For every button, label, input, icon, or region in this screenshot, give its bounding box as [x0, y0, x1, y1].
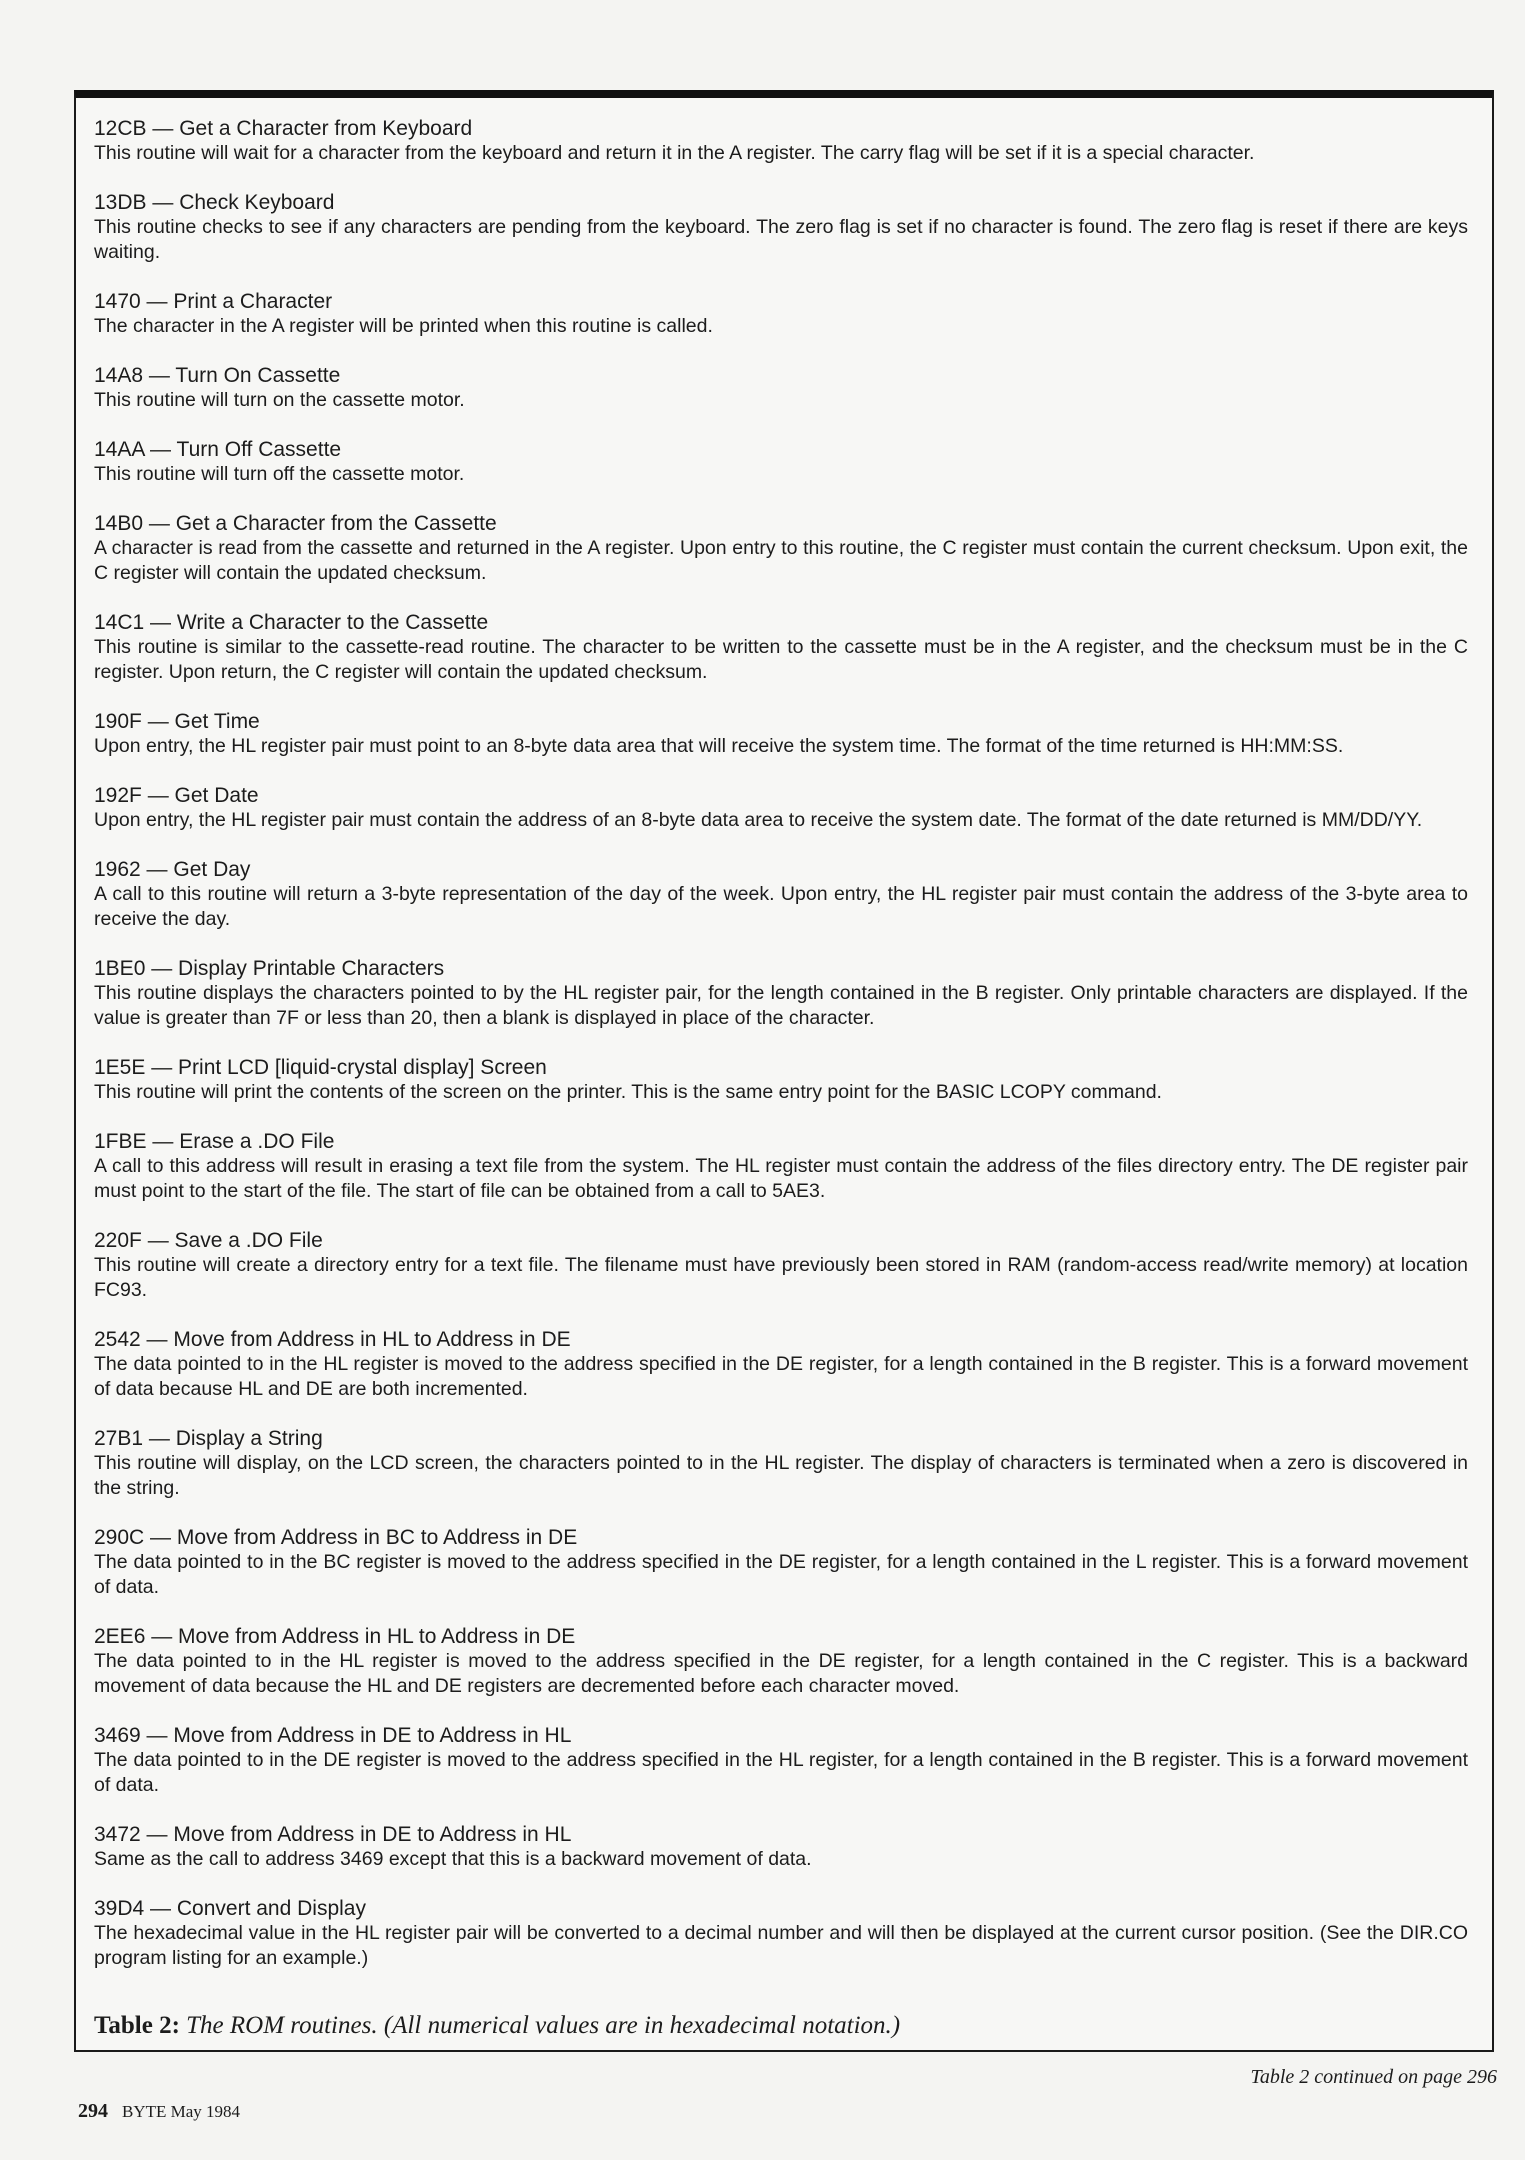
routine-address: 39D4 — [94, 1897, 145, 1920]
entry-heading — [94, 1723, 1468, 1748]
page-footer — [78, 2100, 240, 2123]
routine-description: A call to this address will result in erasing a text file from the system. The HL register must contain the address of the files directory entry. The DE register pair must point to the start of the file. The start of file can be obtained from a call to 5AE3. — [94, 1155, 1468, 1202]
routine-description: This routine displays the characters pointed to by the HL register pair, for the length contained in the B register. Only printable characters are displayed. If the value is greater than 7F or less than 20, then a blank is displayed in place of the character. — [94, 982, 1468, 1029]
routine-title: Turn Off Cassette — [176, 438, 342, 461]
routine-title: Save a .DO File — [174, 1229, 323, 1252]
list-item — [94, 783, 1468, 833]
routine-title: Move from Address in DE to Address in HL — [173, 1724, 572, 1747]
separator: — — [144, 438, 177, 461]
entry-heading — [94, 1228, 1468, 1253]
routine-title: Move from Address in HL to Address in DE — [173, 1328, 571, 1351]
entry-heading — [94, 1426, 1468, 1451]
table-2-frame — [74, 90, 1494, 2052]
routine-address: 2EE6 — [94, 1625, 146, 1648]
routine-description: This routine will print the contents of the screen on the printer. This is the same entry point for the BASIC LCOPY command. — [94, 1081, 1162, 1103]
routine-title: Move from Address in HL to Address in DE — [178, 1625, 576, 1648]
routine-address: 2542 — [94, 1328, 141, 1351]
routine-description: The data pointed to in the BC register is moved to the address specified in the DE register, for a length contained in the L register. This is a forward movement of data. — [94, 1551, 1468, 1598]
routine-title: Move from Address in DE to Address in HL — [173, 1823, 572, 1846]
routine-address: 14B0 — [94, 512, 144, 535]
routine-address: 192F — [94, 784, 142, 807]
routine-description: Upon entry, the HL register pair must point to an 8-byte data area that will receive the system time. The format of the time returned is HH:MM:SS. — [94, 735, 1344, 757]
routine-title: Print LCD [liquid-crystal display] Screen — [178, 1056, 547, 1079]
entry-heading — [94, 610, 1468, 635]
routine-title: Erase a .DO File — [179, 1130, 335, 1153]
routine-description: A character is read from the cassette and returned in the A register. Upon entry to this routine, the C register must contain the current checksum. Upon exit, the C register will contain the updated checksum. — [94, 537, 1468, 584]
entry-heading — [94, 1327, 1468, 1352]
entry-heading — [94, 1525, 1468, 1550]
list-item — [94, 1129, 1468, 1204]
entry-heading — [94, 1055, 1468, 1080]
routine-title: Get Day — [173, 858, 251, 881]
routine-title: Write a Character to the Cassette — [176, 611, 489, 634]
routine-description: The data pointed to in the DE register is moved to the address specified in the HL register, for a length contained in the B register. This is a forward movement of data. — [94, 1749, 1468, 1796]
routine-address: 290C — [94, 1526, 145, 1549]
routine-description: The data pointed to in the HL register is moved to the address specified in the DE register, for a length contained in the B register. This is a forward movement of data because HL and DE are both incremented. — [94, 1353, 1468, 1400]
routine-description: This routine will turn on the cassette motor. — [94, 389, 465, 411]
routine-description: A call to this routine will return a 3-byte representation of the day of the week. Upon entry, the HL register pair must contain the address of the 3-byte area to receive the day. — [94, 883, 1468, 930]
list-item — [94, 1896, 1468, 1971]
separator: — — [140, 290, 174, 313]
separator: — — [141, 1229, 175, 1252]
separator: — — [140, 1823, 174, 1846]
separator: — — [144, 611, 177, 634]
routine-title: Get Time — [174, 710, 260, 733]
separator: — — [140, 1724, 174, 1747]
separator: — — [143, 1427, 176, 1450]
list-item — [94, 363, 1468, 413]
publication-info: BYTE May 1984 — [122, 2102, 241, 2121]
routine-description: Same as the call to address 3469 except that this is a backward movement of data. — [94, 1848, 812, 1870]
entry-heading — [94, 1624, 1468, 1649]
table-caption — [94, 2012, 900, 2040]
routine-address: 1962 — [94, 858, 141, 881]
routine-address: 1BE0 — [94, 957, 146, 980]
list-item — [94, 116, 1468, 166]
entry-heading — [94, 511, 1468, 536]
separator: — — [145, 957, 179, 980]
entry-heading — [94, 289, 1468, 314]
entry-heading — [94, 783, 1468, 808]
routine-title: Get Date — [174, 784, 259, 807]
routine-title: Get a Character from the Cassette — [175, 512, 497, 535]
routine-address: 220F — [94, 1229, 142, 1252]
routine-title: Display Printable Characters — [178, 957, 445, 980]
list-item — [94, 610, 1468, 685]
caption-text: The ROM routines. (All numerical values are in hexadecimal notation.) — [179, 2012, 901, 2039]
routine-description: This routine will display, on the LCD screen, the characters pointed to in the HL register. The display of characters is terminated when a zero is discovered in the string. — [94, 1452, 1468, 1499]
entry-heading — [94, 1896, 1468, 1921]
caption-label: Table 2: — [94, 2012, 180, 2039]
entry-heading — [94, 857, 1468, 882]
routine-description: The character in the A register will be printed when this routine is called. — [94, 315, 713, 337]
routine-address: 14C1 — [94, 611, 145, 634]
routine-address: 1FBE — [94, 1130, 147, 1153]
routine-address: 190F — [94, 710, 142, 733]
list-item — [94, 1624, 1468, 1699]
routine-title: Check Keyboard — [179, 191, 335, 214]
routine-description: This routine will turn off the cassette motor. — [94, 463, 465, 485]
list-item — [94, 857, 1468, 932]
list-item — [94, 190, 1468, 265]
list-item — [94, 1525, 1468, 1600]
separator: — — [144, 1897, 177, 1920]
entry-heading — [94, 956, 1468, 981]
list-item — [94, 289, 1468, 339]
list-item — [94, 709, 1468, 759]
routine-address: 1470 — [94, 290, 141, 313]
routine-address: 12CB — [94, 117, 147, 140]
routine-address: 3472 — [94, 1823, 141, 1846]
routine-description: The hexadecimal value in the HL register pair will be converted to a decimal number and will then be displayed at the current cursor position. (See the DIR.CO program listing for an example.) — [94, 1922, 1468, 1969]
list-item — [94, 511, 1468, 586]
list-item — [94, 437, 1468, 487]
list-item — [94, 1723, 1468, 1798]
routine-title: Move from Address in BC to Address in DE — [176, 1526, 578, 1549]
separator: — — [141, 784, 175, 807]
separator: — — [146, 117, 180, 140]
entry-heading — [94, 1822, 1468, 1847]
routine-address: 27B1 — [94, 1427, 144, 1450]
routine-title: Display a String — [175, 1427, 323, 1450]
list-item — [94, 1228, 1468, 1303]
routine-address: 14AA — [94, 438, 145, 461]
separator: — — [140, 1328, 174, 1351]
list-item — [94, 1822, 1468, 1872]
list-item — [94, 1055, 1468, 1105]
separator: — — [140, 858, 174, 881]
routine-description: Upon entry, the HL register pair must contain the address of an 8-byte data area to receive the system date. The format of the date returned is MM/DD/YY. — [94, 809, 1423, 831]
separator: — — [145, 1625, 179, 1648]
entry-heading — [94, 709, 1468, 734]
separator: — — [143, 364, 176, 387]
routine-description: This routine checks to see if any characters are pending from the keyboard. The zero flag is set if no character is found. The zero flag is reset if there are keys waiting. — [94, 216, 1468, 263]
routine-title: Print a Character — [173, 290, 333, 313]
routine-description: The data pointed to in the HL register is moved to the address specified in the DE register, for a length contained in the C register. This is a backward movement of data because the HL and DE registers are decremented before each character moved. — [94, 1650, 1468, 1697]
routine-address: 1E5E — [94, 1056, 146, 1079]
routine-title: Convert and Display — [176, 1897, 366, 1920]
separator: — — [141, 710, 175, 733]
routine-address: 3469 — [94, 1724, 141, 1747]
routine-description: This routine is similar to the cassette-read routine. The character to be written to the cassette must be in the A register, and the checksum must be in the C register. Upon return, the C register will contain the updated checksum. — [94, 636, 1468, 683]
separator: — — [146, 1130, 180, 1153]
list-item — [94, 956, 1468, 1031]
entry-heading — [94, 116, 1468, 141]
separator: — — [145, 1056, 179, 1079]
continued-note: Table 2 continued on page 296 — [1250, 2066, 1497, 2088]
entry-heading — [94, 190, 1468, 215]
entry-heading — [94, 363, 1468, 388]
routine-address: 14A8 — [94, 364, 144, 387]
separator: — — [144, 1526, 177, 1549]
rom-routine-list — [94, 116, 1468, 1995]
page-number: 294 — [78, 2100, 108, 2122]
separator: — — [146, 191, 180, 214]
separator: — — [143, 512, 176, 535]
entry-heading — [94, 1129, 1468, 1154]
routine-description: This routine will create a directory entry for a text file. The filename must have previously been stored in RAM (random-access read/write memory) at location FC93. — [94, 1254, 1468, 1301]
entry-heading — [94, 437, 1468, 462]
list-item — [94, 1327, 1468, 1402]
routine-title: Turn On Cassette — [175, 364, 341, 387]
routine-title: Get a Character from Keyboard — [179, 117, 473, 140]
routine-address: 13DB — [94, 191, 147, 214]
routine-description: This routine will wait for a character from the keyboard and return it in the A register. The carry flag will be set if it is a special character. — [94, 142, 1255, 164]
list-item — [94, 1426, 1468, 1501]
